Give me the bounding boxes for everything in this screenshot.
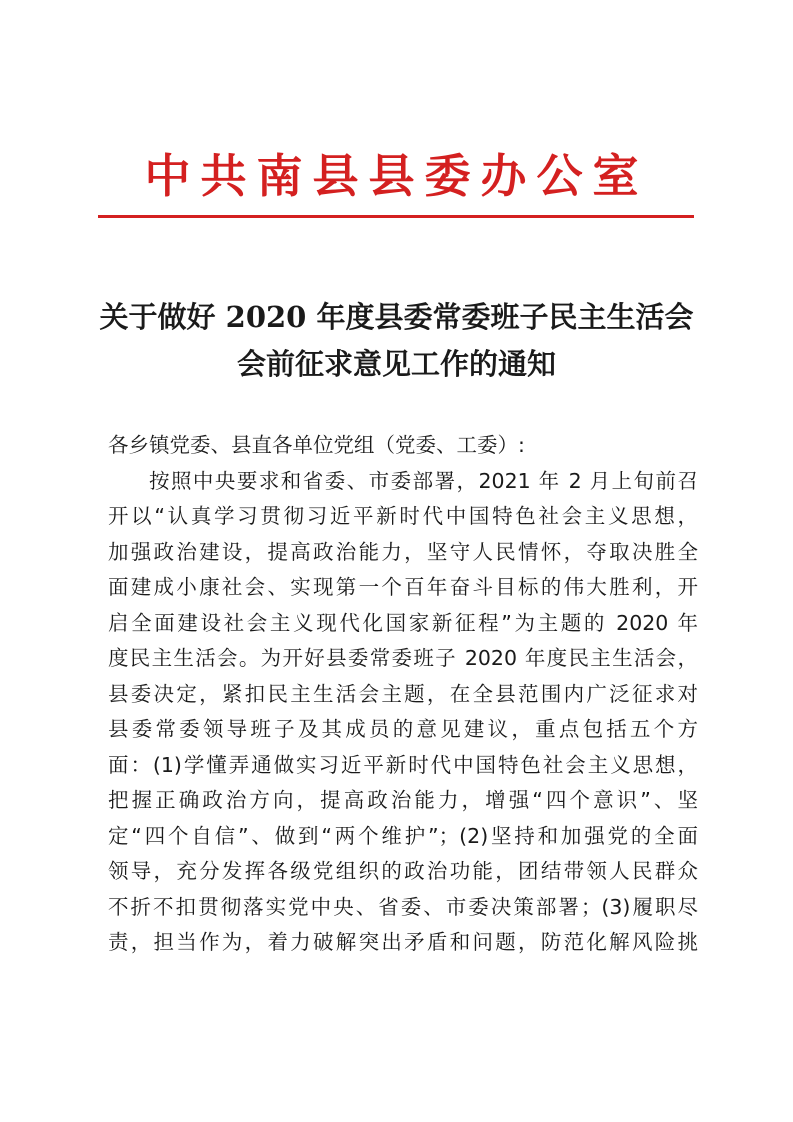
document-title-line-2: 会前征求意见工作的通知 xyxy=(236,347,556,381)
paragraph-line: 面建成小康社会、实现第一个百年奋斗目标的伟大胜利，开 xyxy=(108,575,698,599)
document-body xyxy=(108,428,698,961)
paragraph-line: 开以“认真学习贯彻习近平新时代中国特色社会主义思想， xyxy=(108,504,698,528)
document-title-line-1: 关于做好 2020 年度县委常委班子民主生活会 xyxy=(99,300,694,334)
paragraph-line: 按照中央要求和省委、市委部署，2021 年 2 月上旬前召 xyxy=(149,468,698,493)
paragraph-line: 定“四个自信”、做到“两个维护”；(2)坚持和加强党的全面 xyxy=(108,823,698,848)
paragraph-line: 县委常委领导班子及其成员的意见建议，重点包括五个方 xyxy=(108,717,698,741)
issuing-office-header: 中共南县县委办公室 xyxy=(144,149,649,203)
paragraph-line: 启全面建设社会主义现代化国家新征程”为主题的 2020 年 xyxy=(108,610,698,635)
paragraph-line: 加强政治建设，提高政治能力，坚守人民情怀，夺取决胜全 xyxy=(108,539,698,564)
paragraph-line: 不折不扣贯彻落实党中央、省委、市委决策部署；(3)履职尽 xyxy=(108,894,698,919)
paragraph-line: 领导，充分发挥各级党组织的政治功能，团结带领人民群众 xyxy=(108,859,698,883)
header-red-rule xyxy=(98,215,694,218)
paragraph-line: 面：(1)学懂弄通做实习近平新时代中国特色社会主义思想， xyxy=(108,752,698,777)
salutation: 各乡镇党委、县直各单位党组（党委、工委）: xyxy=(108,433,525,457)
paragraph-line: 责，担当作为，着力破解突出矛盾和问题，防范化解风险挑 xyxy=(108,930,698,954)
paragraph-line: 度民主生活会。为开好县委常委班子 2020 年度民主生活会， xyxy=(108,646,698,670)
paragraph-line: 县委决定，紧扣民主生活会主题，在全县范围内广泛征求对 xyxy=(108,681,698,706)
document-title xyxy=(80,294,713,388)
paragraph-line: 把握正确政治方向，提高政治能力，增强“四个意识”、坚 xyxy=(108,788,698,812)
